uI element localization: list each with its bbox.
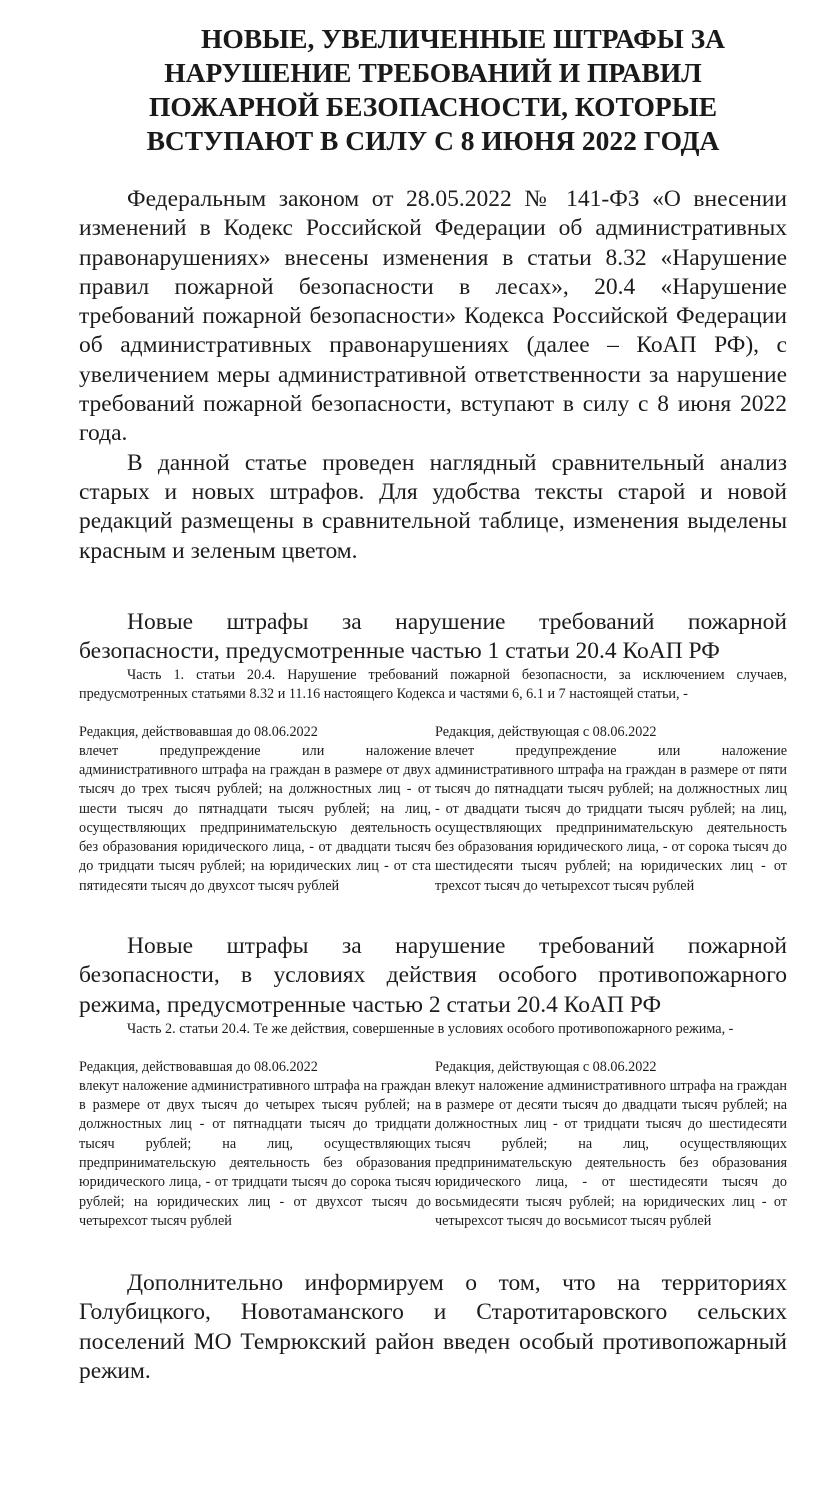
section-1-heading: Новые штрафы за нарушение требований пожарной безопасности, предусмотренные частью 1 статьи 20.4 КоАП РФ	[79, 608, 787, 665]
section-1-comparison-table	[79, 723, 787, 896]
section-1-old-label: Редакция, действовавшая до 08.06.2022	[79, 724, 318, 741]
section-2-comparison-table	[79, 1058, 787, 1231]
section-2-old-label: Редакция, действовавшая до 08.06.2022	[79, 1059, 318, 1076]
section-part-1	[79, 608, 787, 896]
page-title	[79, 22, 787, 158]
section-2-new-text: влекут наложение административного штрафа на граждан в размере от десяти тысяч до двадцати тысяч рублей; на должностных лиц - от тридцати тысяч до шестидесяти тысяч рублей; на лиц, осуществляющих предпринимательскую деятельность без образования юридического лица, - от шестидесяти тысяч до восьмидесяти тысяч рублей; на юридических лиц - от четырехсот тысяч до восьмисот тысяч рублей	[435, 1077, 787, 1229]
title-line-1: НОВЫЕ, УВЕЛИЧЕННЫЕ ШТРАФЫ ЗА	[201, 23, 725, 54]
document-page	[79, 22, 787, 1386]
section-1-old-column	[79, 723, 431, 896]
intro-paragraph-2: В данной статье проведен наглядный сравнительный анализ старых и новых штрафов. Для удобства тексты старой и новой редакций размещены в сравнительной таблице, изменения выделены красным и зеленым цветом.	[79, 449, 787, 564]
section-2-old-text: влекут наложение административного штрафа на граждан в размере от двух тысяч до четырех тысяч рублей; на должностных лиц - от пятнадцати тысяч до тридцати тысяч рублей; на лиц, осуществляющих предпринимательскую деятельность без образования юридического лица, - от тридцати тысяч до сорока тысяч рублей; на юридических лиц - от двухсот тысяч до четырехсот тысяч рублей	[79, 1077, 431, 1229]
intro-paragraph-1: Федеральным законом от 28.05.2022 № 141-ФЗ «О внесении изменений в Кодекс Российской Федерации об административных правонарушениях» внесены изменения в статьи 8.32 «Нарушение правил пожарной безопасности в лесах», 20.4 «Нарушение требований пожарной безопасности» Кодекса Российской Федерации об административных правонарушениях (далее – КоАП РФ), с увеличением меры административной ответственности за нарушение требований пожарной безопасности, вступают в силу с 8 июня 2022 года.	[79, 186, 787, 447]
closing-paragraph: Дополнительно информируем о том, что на территориях Голубицкого, Новотаманского и Старотитаровского сельских поселений МО Темрюкский район введен особый противопожарный режим.	[79, 1270, 787, 1385]
section-2-heading: Новые штрафы за нарушение требований пожарной безопасности, в условиях действия особого противопожарного режима, предусмотренные частью 2 статьи 20.4 КоАП РФ	[79, 933, 787, 1018]
section-1-old-text: влечет предупреждение или наложение административного штрафа на граждан в размере от двух тысяч до трех тысяч рублей; на должностных лиц - от шести тысяч до пятнадцати тысяч рублей; на лиц, осуществляющих предпринимательскую деятельность без образования юридического лица, - от двадцати тысяч до тридцати тысяч рублей; на юридических лиц - от ста пятидесяти тысяч до двухсот тысяч рублей	[79, 742, 431, 894]
section-1-new-text: влечет предупреждение или наложение административного штрафа на граждан в размере от пяти тысяч до пятнадцати тысяч рублей; на должностных лиц - от двадцати тысяч до тридцати тысяч рублей; на лиц, осуществляющих предпринимательскую деятельность без образования юридического лица, - от сорока тысяч до шестидесяти тысяч рублей; на юридических лиц - от трехсот тысяч до четырехсот тысяч рублей	[435, 742, 787, 894]
section-2-old-column	[79, 1058, 431, 1231]
title-line-2: НАРУШЕНИЕ ТРЕБОВАНИЙ И ПРАВИЛ	[164, 57, 702, 88]
section-2-new-column	[435, 1058, 787, 1231]
section-2-article-text: Часть 2. статьи 20.4. Те же действия, совершенные в условиях особого противопожарного режима, -	[127, 1020, 734, 1037]
title-line-4: ВСТУПАЮТ В СИЛУ С 8 ИЮНЯ 2022 ГОДА	[146, 125, 720, 156]
section-part-2	[79, 932, 787, 1231]
section-1-new-label: Редакция, действующая с 08.06.2022	[435, 724, 657, 741]
title-line-3: ПОЖАРНОЙ БЕЗОПАСНОСТИ, КОТОРЫЕ	[148, 91, 718, 122]
section-1-new-column	[435, 723, 787, 896]
section-1-article-text: Часть 1. статьи 20.4. Нарушение требований пожарной безопасности, за исключением случаев, предусмотренных статьями 8.32 и 11.16 настоящего Кодекса и частями 6, 6.1 и 7 настоящей статьи, -	[79, 667, 787, 702]
section-2-new-label: Редакция, действующая с 08.06.2022	[435, 1059, 657, 1076]
